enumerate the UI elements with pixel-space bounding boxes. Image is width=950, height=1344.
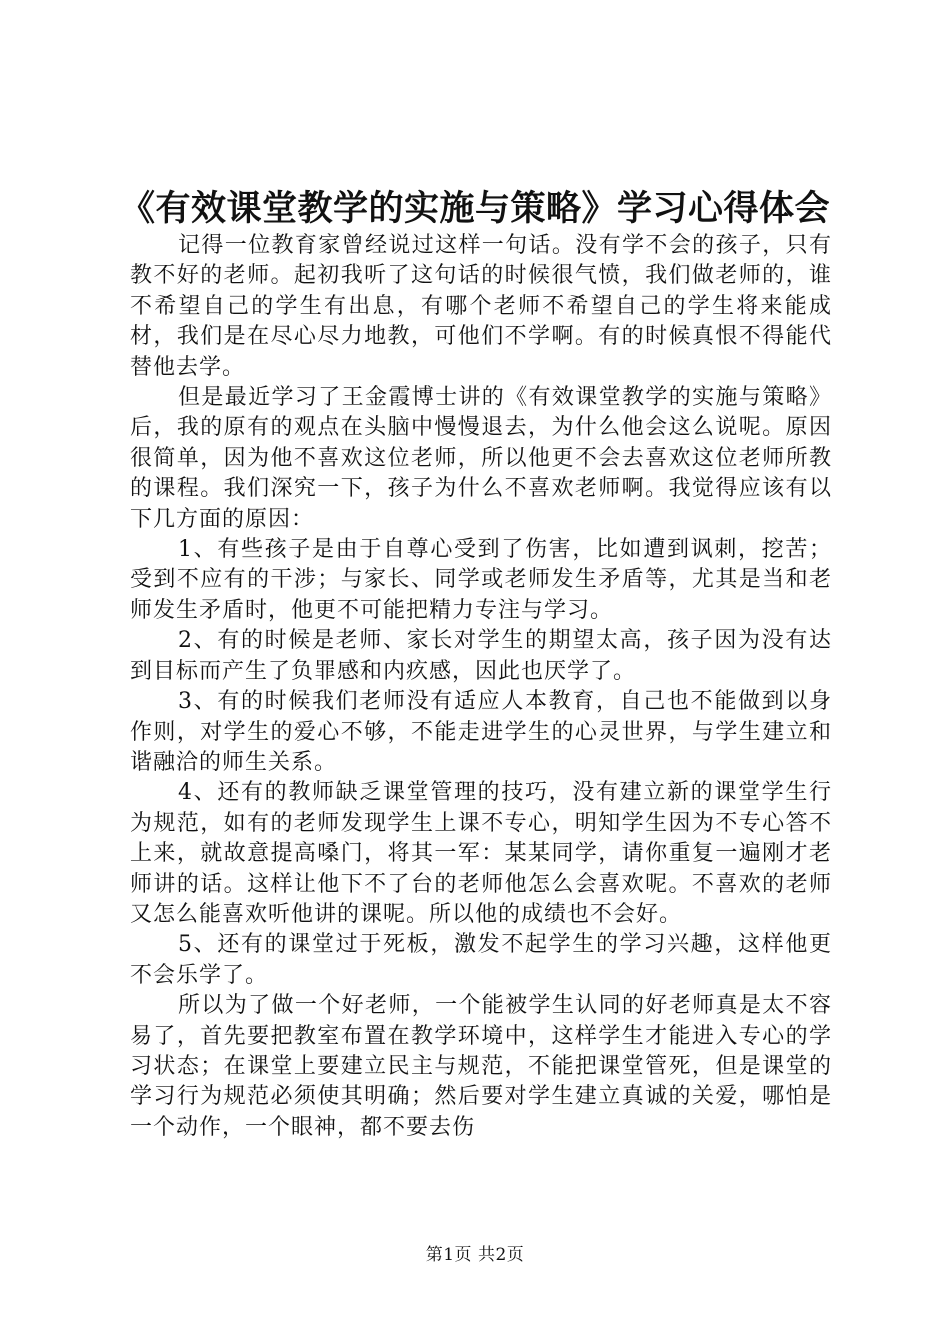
list-item-5: 5、还有的课堂过于死板，激发不起学生的学习兴趣，这样他更不会乐学了。: [130, 932, 832, 988]
document-title: 《有效课堂教学的实施与策略》学习心得体会: [119, 188, 830, 229]
paragraph-3: 所以为了做一个好老师，一个能被学生认同的好老师真是太不容易了，首先要把教室布置在教学环境中，这样学生才能进入专心的学习状态；在课堂上要建立民主与规范，不能把课堂管死，但是课堂的学习行为规范必须使其明确；然后要对学生建立真诚的关爱，哪怕是一个动作，一个眼神，都不要去伤: [130, 993, 832, 1140]
paragraph-1: 记得一位教育家曾经说过这样一句话。没有学不会的孩子，只有教不好的老师。起初我听了这句话的时候很气愤，我们做老师的，谁不希望自己的学生有出息，有哪个老师不希望自己的学生将来能成材，我们是在尽心尽力地教，可他们不学啊。有的时候真恨不得能代替他去学。: [130, 233, 832, 380]
list-item-2: 2、有的时候是老师、家长对学生的期望太高，孩子因为没有达到目标而产生了负罪感和内疚感，因此也厌学了。: [130, 628, 832, 684]
paragraph-2: 但是最近学习了王金霞博士讲的《有效课堂教学的实施与策略》后，我的原有的观点在头脑中慢慢退去，为什么他会这么说呢。原因很简单，因为他不喜欢这位老师，所以他更不会去喜欢这位老师所教的课程。我们深究一下，孩子为什么不喜欢老师啊。我觉得应该有以下几方面的原因：: [130, 385, 832, 532]
list-item-3: 3、有的时候我们老师没有适应人本教育，自己也不能做到以身作则，对学生的爱心不够，不能走进学生的心灵世界，与学生建立和谐融洽的师生关系。: [130, 689, 832, 775]
list-item-1: 1、有些孩子是由于自尊心受到了伤害，比如遭到讽刺，挖苦；受到不应有的干涉；与家长、同学或老师发生矛盾等，尤其是当和老师发生矛盾时，他更不可能把精力专注与学习。: [130, 537, 832, 623]
list-item-4: 4、还有的教师缺乏课堂管理的技巧，没有建立新的课堂学生行为规范，如有的老师发现学生上课不专心，明知学生因为不专心答不上来，就故意提高嗓门，将其一军：某某同学，请你重复一遍刚才老师讲的话。这样让他下不了台的老师他怎么会喜欢呢。不喜欢的老师又怎么能喜欢听他讲的课呢。所以他的成绩也不会好。: [130, 780, 832, 927]
document-body: [130, 231, 832, 1143]
page-footer: 第1页 共2页: [425, 1245, 525, 1265]
